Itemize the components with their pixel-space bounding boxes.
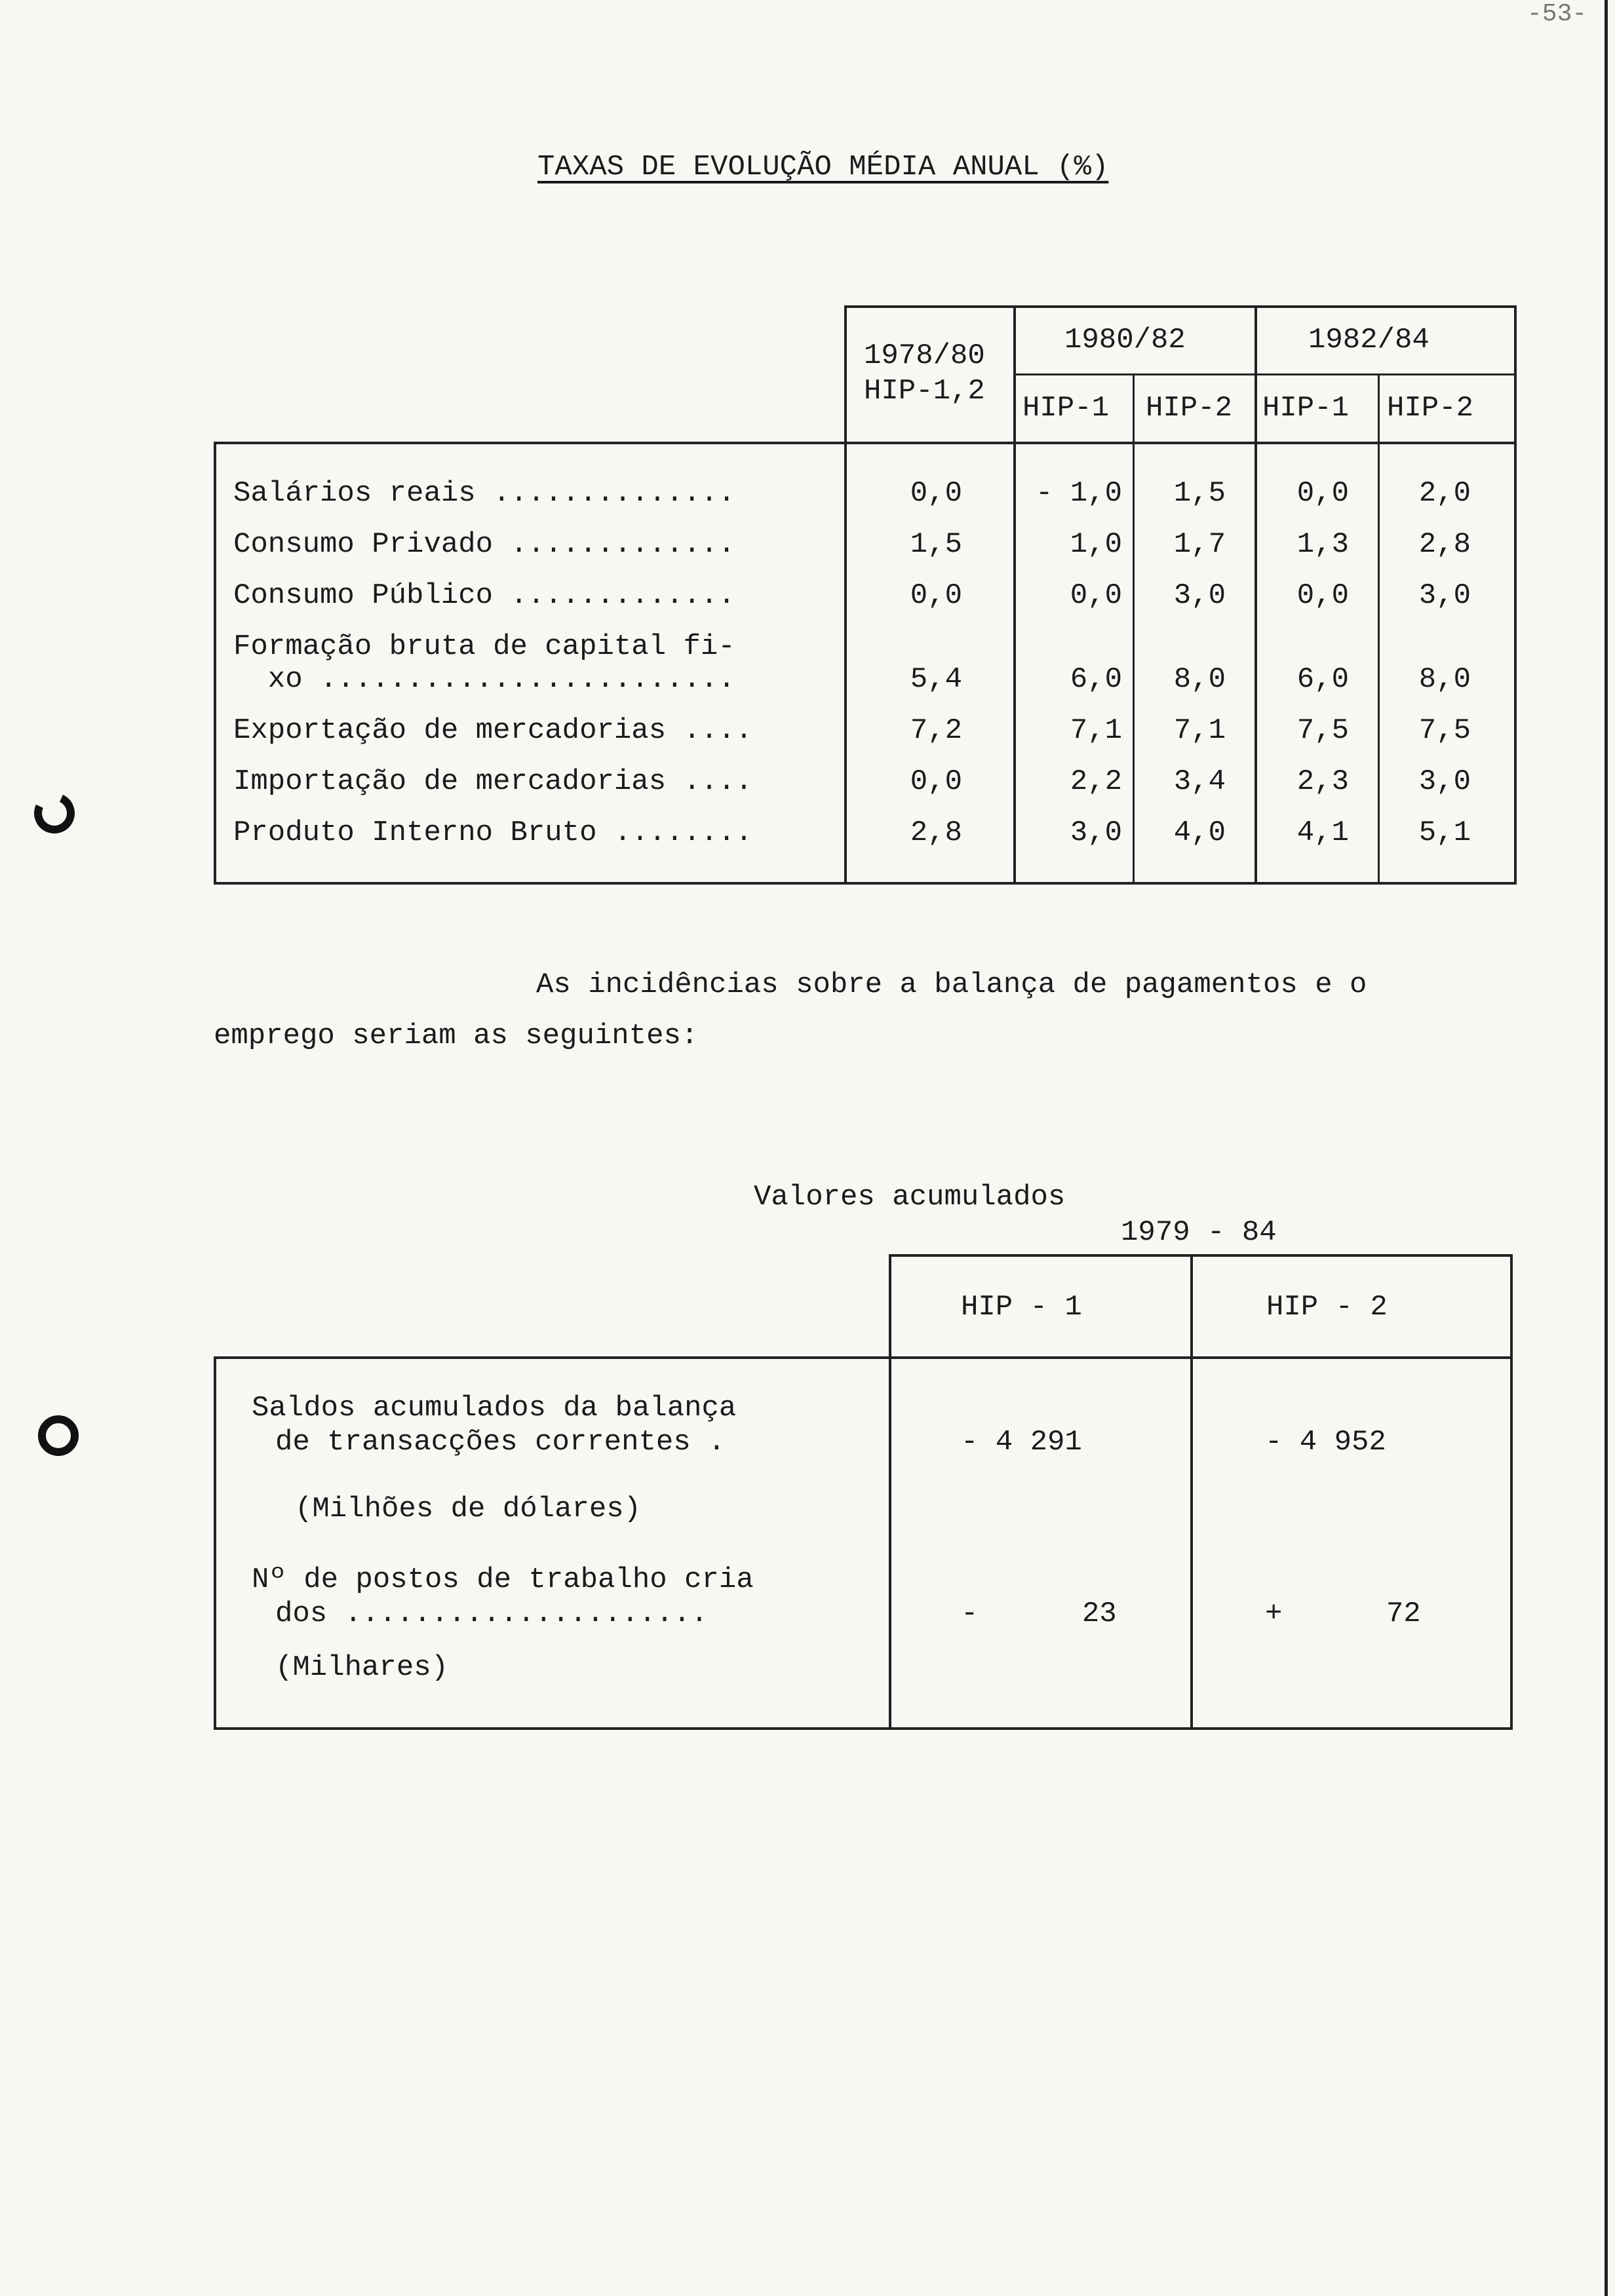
table-rule bbox=[214, 1356, 216, 1730]
value-cell: 4,1 bbox=[1296, 816, 1349, 849]
value-cell: 1,0 bbox=[1070, 528, 1122, 561]
header-1978-80: 1978/80 bbox=[864, 339, 985, 372]
value-cell: 2,2 bbox=[1070, 765, 1122, 798]
value-cell: 3,0 bbox=[1173, 579, 1226, 612]
table-rule bbox=[1190, 1254, 1193, 1730]
header-1980-82: 1980/82 bbox=[1064, 324, 1186, 356]
table-rule bbox=[844, 305, 1517, 308]
table-period: 1979 - 84 bbox=[1121, 1216, 1277, 1249]
value-cell: - 1,0 bbox=[1035, 477, 1122, 510]
value-cell: 7,1 bbox=[1070, 714, 1122, 747]
row-label-cont: xo ........................ bbox=[233, 663, 735, 696]
table-rule bbox=[214, 1356, 1513, 1359]
value-cell: 0,0 bbox=[1296, 477, 1349, 510]
table-rule bbox=[1378, 373, 1380, 885]
table-rule bbox=[214, 1727, 1513, 1730]
value-cell: 6,0 bbox=[1070, 663, 1122, 696]
header-hip1: HIP - 1 bbox=[961, 1291, 1082, 1324]
value-cell: 0,0 bbox=[910, 477, 962, 510]
value-cell: 4,0 bbox=[1173, 816, 1226, 849]
row-unit: (Milhões de dólares) bbox=[295, 1493, 642, 1525]
value-cell: 7,5 bbox=[1296, 714, 1349, 747]
punch-hole bbox=[28, 787, 80, 839]
document-title: TAXAS DE EVOLUÇÃO MÉDIA ANUAL (%) bbox=[537, 151, 1109, 183]
header-hip2: HIP-2 bbox=[1146, 392, 1233, 425]
table-rule bbox=[1013, 373, 1517, 375]
value-cell: 2,3 bbox=[1296, 765, 1349, 798]
value-cell: 1,7 bbox=[1173, 528, 1226, 561]
row-label: Saldos acumulados da balança bbox=[252, 1392, 737, 1425]
row-label-cont: dos ..................... bbox=[275, 1598, 709, 1630]
row-label: Nº de postos de trabalho cria bbox=[252, 1563, 754, 1596]
header-hip2: HIP-2 bbox=[1387, 392, 1474, 425]
header-hip1: HIP-1 bbox=[1262, 392, 1350, 425]
paragraph-line: As incidências sobre a balança de pagamentos e o bbox=[536, 968, 1367, 1001]
value-cell: 5,1 bbox=[1418, 816, 1471, 849]
value-cell: 7,1 bbox=[1173, 714, 1226, 747]
row-label: Formação bruta de capital fi- bbox=[233, 630, 735, 663]
value-cell: 6,0 bbox=[1296, 663, 1349, 696]
table-caption: Valores acumulados bbox=[754, 1181, 1066, 1214]
value-cell: - 4 952 bbox=[1265, 1426, 1386, 1459]
value-cell: 8,0 bbox=[1173, 663, 1226, 696]
value-cell: 3,0 bbox=[1418, 765, 1471, 798]
value-cell: 0,0 bbox=[1070, 579, 1122, 612]
value-cell: 3,4 bbox=[1173, 765, 1226, 798]
table-rule bbox=[214, 442, 216, 885]
table-rule bbox=[1514, 305, 1517, 885]
value-cell: 2,8 bbox=[910, 816, 962, 849]
value-cell: 7,2 bbox=[910, 714, 962, 747]
value-cell: 3,0 bbox=[1418, 579, 1471, 612]
value-cell: 1,5 bbox=[1173, 477, 1226, 510]
table-rule bbox=[889, 1254, 891, 1730]
value-cell: 7,5 bbox=[1418, 714, 1471, 747]
row-label: Consumo Privado ............. bbox=[233, 528, 735, 561]
header-hip-1-2: HIP-1,2 bbox=[864, 375, 985, 408]
value-cell: 5,4 bbox=[910, 663, 962, 696]
table-rule bbox=[214, 442, 1517, 444]
row-label: Consumo Público ............. bbox=[233, 579, 735, 612]
row-unit: (Milhares) bbox=[275, 1651, 449, 1684]
punch-hole bbox=[38, 1415, 79, 1456]
value-cell: 1,3 bbox=[1296, 528, 1349, 561]
value-cell: - 23 bbox=[961, 1598, 1117, 1630]
paragraph-line: emprego seriam as seguintes: bbox=[214, 1020, 699, 1052]
value-cell: - 4 291 bbox=[961, 1426, 1082, 1459]
value-cell: 0,0 bbox=[910, 579, 962, 612]
value-cell: 2,8 bbox=[1418, 528, 1471, 561]
row-label: Importação de mercadorias .... bbox=[233, 765, 753, 798]
value-cell: 8,0 bbox=[1418, 663, 1471, 696]
row-label: Salários reais .............. bbox=[233, 477, 735, 510]
row-label-cont: de transacções correntes . bbox=[275, 1426, 726, 1459]
table-rule bbox=[214, 882, 1517, 885]
value-cell: 1,5 bbox=[910, 528, 962, 561]
value-cell: + 72 bbox=[1265, 1598, 1421, 1630]
header-hip1: HIP-1 bbox=[1022, 392, 1110, 425]
row-label: Exportação de mercadorias .... bbox=[233, 714, 753, 747]
table-rule bbox=[1510, 1254, 1513, 1730]
value-cell: 0,0 bbox=[1296, 579, 1349, 612]
value-cell: 2,0 bbox=[1418, 477, 1471, 510]
header-hip2: HIP - 2 bbox=[1266, 1291, 1388, 1324]
table-rule bbox=[1133, 373, 1135, 885]
row-label: Produto Interno Bruto ........ bbox=[233, 816, 753, 849]
page-number: -53- bbox=[1527, 0, 1587, 28]
value-cell: 3,0 bbox=[1070, 816, 1122, 849]
page-edge bbox=[1605, 0, 1608, 2296]
table-rule bbox=[890, 1254, 1513, 1257]
header-1982-84: 1982/84 bbox=[1308, 324, 1430, 356]
value-cell: 0,0 bbox=[910, 765, 962, 798]
